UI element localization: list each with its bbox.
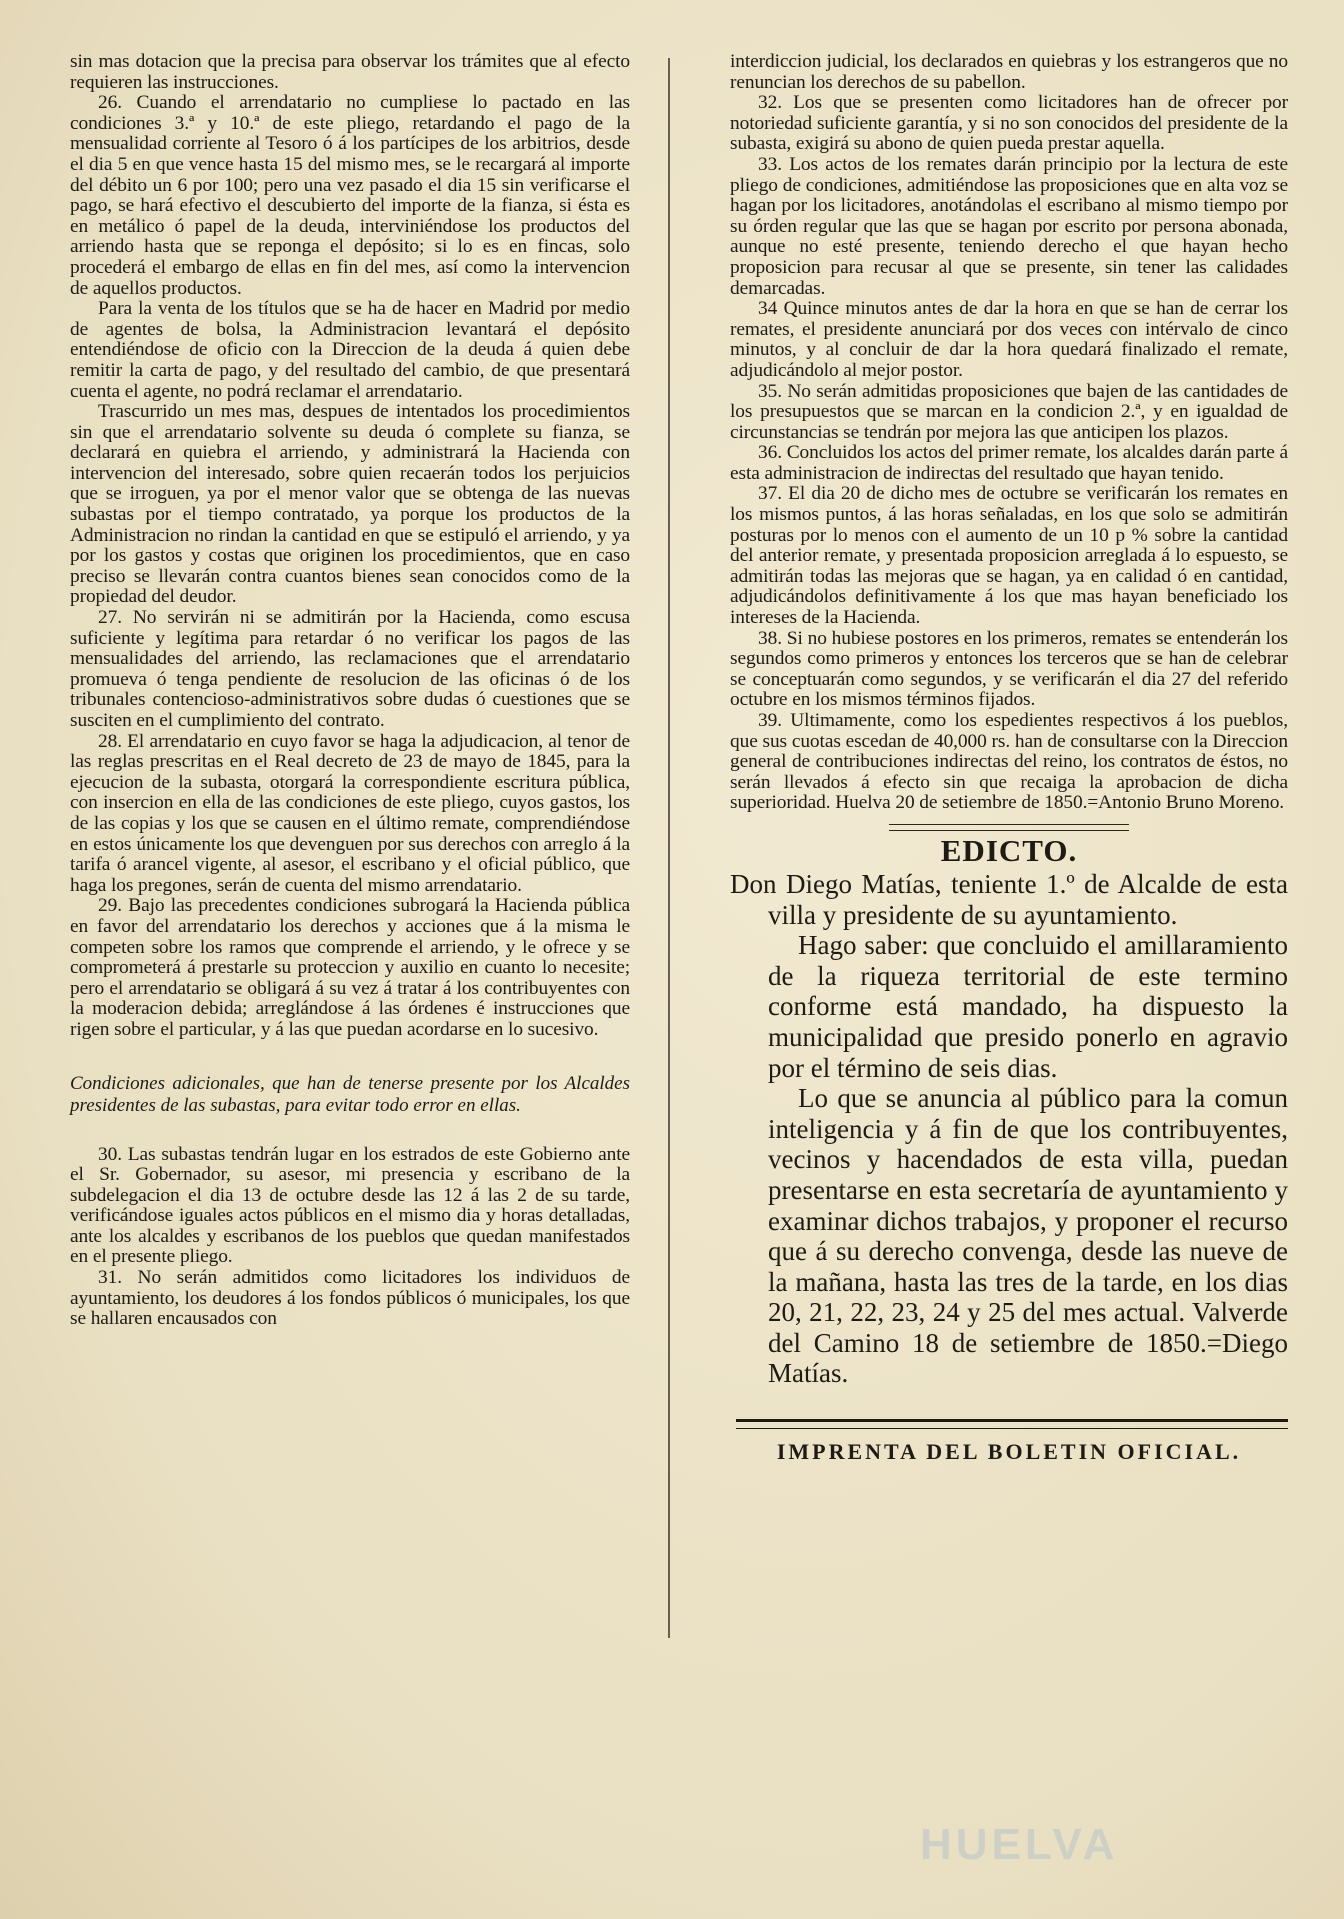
condition-33: 33. Los actos de los remates darán principio por la lectura de este pliego de condiciones, admitiéndose las proposiciones que en alta voz se hagan por los licitadores, anotándolas el escribano al mismo tiempo por su órden regular que las que se hagan por escrito por persona abonada, aunque no esté presente, teniendo derecho el que hayan hecho proposicion para recusar al que se presente, sin tener las calidades demarcadas.	[730, 153, 1288, 299]
left-paragraph: Para la venta de los títulos que se ha de hacer en Madrid por medio de agentes de bolsa, la Administracion levantará el depósito entendiéndose de oficio con la Direccion de la deuda á quien debe remitir la carta de pago, y del resultado del cambio, de que presentará cuenta el agente, no podrá reclamar el arrendatario.	[70, 298, 630, 402]
edict-paragraph: Lo que se anuncia al público para la comun inteligencia y á fin de que los contribuyentes, vecinos y hacendados de esta villa, puedan presentarse en esta secretaría de ayuntamiento y examinar dichos trabajos, y proponer el recurso que á su derecho convenga, desde las nueve de la mañana, hasta las tres de la tarde, en los dias 20, 21, 22, 23, 24 y 25 del mes actual. Valverde del Camino 18 de setiembre de 1850.=Diego Matías.	[768, 1083, 1288, 1389]
condition-37: 37. El dia 20 de dicho mes de octubre se verificarán los remates en los mismos puntos, á las horas señaladas, en los que solo se admitirán posturas por lo menos con el aumento de un 10 p % sobre la cantidad del anterior remate, y presentada proposicion arreglada á lo espuesto, se admitirán todas las mejoras que se hagan, ya en calidad ó en cantidad, adjudicándolos definitivamente á los que mas hayan beneficiado los intereses de la Hacienda.	[730, 483, 1288, 629]
footer-rule	[736, 1419, 1288, 1429]
edict-paragraph: Hago saber: que concluido el amillaramiento de la riqueza territorial de este termino conforme está mandado, ha dispuesto la municipalidad que presido ponerlo en agravio por el término de seis dias.	[768, 930, 1288, 1083]
imprint-line: IMPRENTA DEL BOLETIN OFICIAL.	[776, 1439, 1242, 1465]
condition-31: 31. No serán admitidos como licitadores los individuos de ayuntamiento, los deudores á los fondos públicos ó municipales, los que se hallaren encausados con	[70, 1267, 630, 1330]
left-paragraph: Trascurrido un mes mas, despues de intentados los procedimientos sin que el arrendatario solvente su deuda ó complete su fianza, se declarará en quiebra el arriendo, y administrará la Hacienda con intervencion del interesado, sobre quien recaerán todos los perjuicios que se irroguen, ya por el menor valor que se obtenga de las nuevas subastas por el tiempo contratado, ya porque los productos de la Administracion no rindan la cantidad en que se estipuló el arriendo, y ya por los gastos y costas que originen los procedimientos, que en caso preciso se llevarán contra cuantos bienes sean conocidos como de la propiedad del deudor.	[70, 401, 630, 608]
condition-29: 29. Bajo las precedentes condiciones subrogará la Hacienda pública en favor del arrendatario los derechos y acciones que á la misma le competen sobre los ramos que comprende el arriendo, y le ofrece y se comprometerá á prestarle su proteccion y auxilio en cuanto lo necesite; pero el arrendatario se obligará á su vez á tratar á los contribuyentes con la moderacion debida; arreglándose á las órdenes é instrucciones que rigen sobre el particular, y á las que puedan acordarse en lo sucesivo.	[70, 895, 630, 1040]
condition-26: 26. Cuando el arrendatario no cumpliese lo pactado en las condiciones 3.ª y 10.ª de este pliego, retardando el pago de la mensualidad corriente al Tesoro ó á los partícipes de los arbitrios, desde el dia 5 en que vence hasta 15 del mismo mes, se le recargará al importe del débito un 6 por 100; pero una vez pasado el dia 15 sin verificarse el pago, se hará efectivo el descubierto del importe de la fianza, si ésta es en metálico ó papel de la deuda, interviniéndose los productos del arriendo hasta que se reponga el depósito; si lo es en fincas, solo procederá el embargo de ellas en fin del mes, así como la intervencion de aquellos productos.	[70, 92, 630, 299]
condition-36: 36. Concluidos los actos del primer remate, los alcaldes darán parte á esta administracion de indirectas del resultado que hayan tenido.	[730, 442, 1288, 484]
left-column	[70, 52, 630, 1330]
edict-title: EDICTO.	[940, 832, 1078, 868]
watermark-logo: HUELVA	[920, 1820, 1119, 1869]
condition-32: 32. Los que se presenten como licitadores han de ofrecer por notoriedad suficiente garantía, y si no son conocidos del presidente de la subasta, exigirá su abono de quien pueda prestar aquella.	[730, 92, 1288, 155]
edict-separator	[889, 824, 1129, 831]
condition-38: 38. Si no hubiese postores en los primeros, remates se entenderán los segundos como primeros y entonces los terceros que se han de celebrar se conceptuarán como segundos, y se verificarán el dia 27 del referido octubre en los mismos términos fijados.	[730, 627, 1288, 711]
condition-30: 30. Las subastas tendrán lugar en los estrados de este Gobierno ante el Sr. Gobernador, su asesor, mi presencia y escribano de la subdelegacion el dia 13 de octubre desde las 12 á las 2 de su tarde, verificándose iguales actos públicos en el mismo dia y horas detalladas, ante los alcaldes y escribanos de los pueblos que quedan manifestados en el presente pliego.	[70, 1143, 630, 1268]
right-paragraph: interdiccion judicial, los declarados en quiebras y los estrangeros que no renuncian los derechos de su pabellon.	[730, 51, 1288, 93]
column-divider	[668, 58, 670, 1638]
condition-35: 35. No serán admitidas proposiciones que bajen de las cantidades de los presupuestos que se marcan en la condicion 2.ª, y en igualdad de circunstancias se tendrán por mejora las que anticipen los plazos.	[730, 380, 1288, 443]
condition-39: 39. Ultimamente, como los espedientes respectivos á los pueblos, que sus cuotas escedan de 40,000 rs. han de consultarse con la Direccion general de contribuciones indirectas del reino, los contratos de éstos, no serán llevados á efecto sin que recaiga la aprobacion de dicha superioridad. Huelva 20 de setiembre de 1850.=Antonio Bruno Moreno.	[730, 710, 1288, 814]
condition-28: 28. El arrendatario en cuyo favor se haga la adjudicacion, al tenor de las reglas prescritas en el Real decreto de 23 de mayo de 1845, para la ejecucion de la subasta, otorgará la correspondiente escritura pública, con insercion en ella de las condiciones de este pliego, cuyos gastos, los de las copias y los que se causen en el último remate, comprendiéndose en estos únicamente los que devenguen por sus derechos con arreglo á la tarifa ó arancel vigente, al asesor, el escribano y el oficial público, que haga los pregones, serán de cuenta del mismo arrendatario.	[70, 730, 630, 896]
right-column	[730, 52, 1288, 1465]
condition-27: 27. No servirán ni se admitirán por la Hacienda, como escusa suficiente y legítima para retardar ó no verificar los pagos de las mensualidades del arriendo, las reclamaciones que el arrendatario promueva ó tenga pendiente de resolucion de las oficinas ó de los tribunales contencioso-administrativos sobre dudas ó cuestiones que se susciten en el cumplimiento del contrato.	[70, 607, 630, 731]
condition-34: 34 Quince minutos antes de dar la hora en que se han de cerrar los remates, el presidente anunciará por dos veces con intérvalo de cinco minutos, y al concluir de dar la hora quedará finalizado el remate, adjudicándolo al mejor postor.	[730, 298, 1288, 381]
left-paragraph: sin mas dotacion que la precisa para observar los trámites que al efecto requieren las instrucciones.	[70, 51, 630, 93]
additional-conditions-heading: Condiciones adicionales, que han de tenerse presente por los Alcaldes presidentes de las subastas, para evitar todo error en ellas.	[70, 1072, 630, 1116]
edict-paragraph: Don Diego Matías, teniente 1.º de Alcalde de esta villa y presidente de su ayuntamiento.	[730, 868, 1288, 930]
